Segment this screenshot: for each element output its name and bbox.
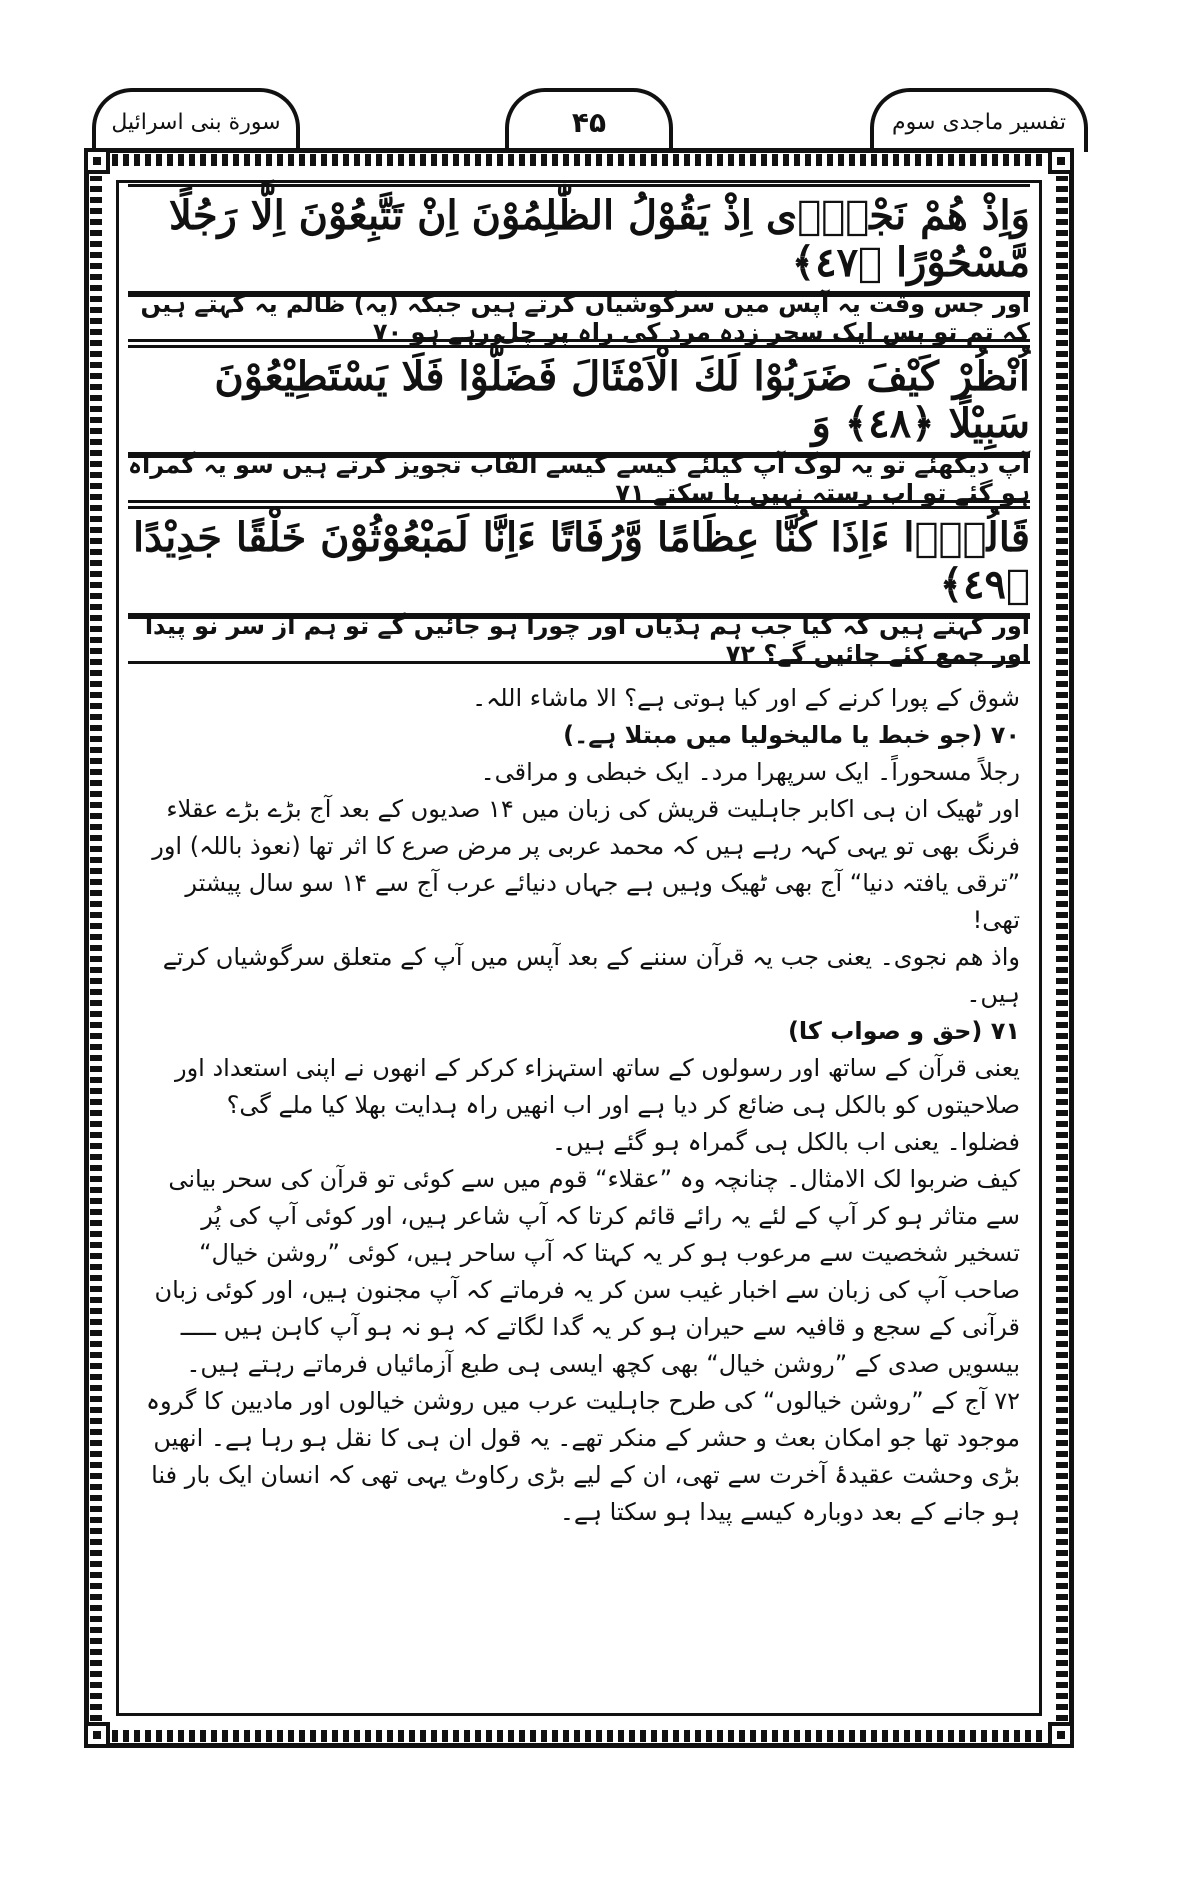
commentary-paragraph: واذ ھم نجوی۔ یعنی جب یہ قرآن سننے کے بعد آپس میں آپ کے متعلق سرگوشیاں کرتے ہیں۔	[162, 943, 1020, 1008]
commentary-paragraph: اور ٹھیک ان ہی اکابر جاہلیت قریش کی زبان میں ۱۴ صدیوں کے بعد آج بڑے بڑے عقلاء فرنگ بھی تو یہی کہہ رہے ہیں کہ محمد عربی پر مرض صرع کا اثر تھا (نعوذ باللہ) اور ”ترقی یافتہ دنیا“ آج بھی ٹھیک وہیں ہے جہاں دنیائے عرب آج سے ۱۴ سو سال پیشتر تھی!	[152, 795, 1020, 934]
corner-ornament-bottom-right	[1048, 1722, 1074, 1748]
verse-arabic: اُنْظُرْ كَيْفَ ضَرَبُوْا لَكَ الْاَمْثَالَ فَضَلُّوْا فَلَا يَسْتَطِيْعُوْنَ سَبِيْلًا ﴿٤٨﴾ وَ	[128, 345, 1030, 455]
corner-ornament-top-left	[84, 148, 110, 174]
verse-translation: آپ دیکھئے تو یہ لوگ آپ کیلئے کیسے کیسے القاب تجویز کرتے ہیں سو یہ گمراہ ہو گئے تو اب رستہ نہیں پا سکتے ۷۱	[127, 451, 1030, 507]
verse-arabic: قَالُوْۤا ءَاِذَا كُنَّا عِظَامًا وَّرُفَاتًا ءَاِنَّا لَمَبْعُوْثُوْنَ خَلْقًا جَدِيْدًا ﴿٤٩﴾	[128, 506, 1030, 616]
commentary-paragraph: ۷۲ آج کے ”روشن خیالوں“ کی طرح جاہلیت عرب میں روشن خیالوں اور مادیین کا گروہ موجود تھا جو امکان بعث و حشر کے منکر تھے۔ یہ قول ان ہی کا نقل ہو رہا ہے۔ انھیں بڑی وحشت عقیدۂ آخرت سے تھی، ان کے لیے بڑی رکاوٹ یہی تھی کہ انسان ایک بار فنا ہو جانے کے بعد دوبارہ کیسے پیدا ہو سکتا ہے۔	[145, 1387, 1020, 1526]
rope-border-bottom	[112, 1730, 1046, 1742]
verse-arabic: وَاِذْ هُمْ نَجْوٰۤى اِذْ يَقُوْلُ الظّٰلِمُوْنَ اِنْ تَتَّبِعُوْنَ اِلَّا رَجُلًا مَّسْحُوْرًا ﴿٤٧﴾	[128, 184, 1030, 294]
commentary-paragraph: فضلوا۔ یعنی اب بالکل ہی گمراہ ہو گئے ہیں۔	[551, 1128, 1020, 1156]
commentary-paragraph: کیف ضربوا لک الامثال۔ چنانچہ وہ ”عقلاء“ قوم میں سے کوئی تو قرآن کی سحر بیانی سے متاثر ہو کر آپ کے لئے یہ رائے قائم کرتا کہ آپ شاعر ہیں، اور کوئی آپ کی پُر تسخیر شخصیت سے مرعوب ہو کر یہ کہتا کہ آپ ساحر ہیں، کوئی ”روشن خیال“ صاحب آپ کی زبان سے اخبار غیب سن کر یہ فرماتے کہ آپ مجنون ہیں، اور کوئی زبان قرآنی کے سجع و قافیہ سے حیران ہو کر یہ گدا لگاتے کہ ہو نہ ہو آپ کاہن ہیں ـــــ بیسویں صدی کے ”روشن خیال“ بھی کچھ ایسی ہی طبع آزمائیاں فرماتے رہتے ہیں۔	[154, 1165, 1020, 1378]
commentary-body	[140, 680, 1020, 1531]
verse-translation: اور جس وقت یہ آپس میں سرگوشیاں کرتے ہیں جبکہ (یہ) ظالم یہ کہتے ہیں کہ تم تو بس ایک سحر زدہ مرد کی راہ پر چل رہے ہو ۷۰	[128, 294, 1030, 342]
corner-ornament-bottom-left	[84, 1722, 110, 1748]
commentary-paragraph: یعنی قرآن کے ساتھ اور رسولوں کے ساتھ استہزاء کرکر کے انھوں نے اپنی استعداد اور صلاحیتوں کو بالکل ہی ضائع کر دیا ہے اور اب انھیں راہ ہدایت بھلا کیا ملے گی؟	[174, 1054, 1020, 1119]
rope-border-top	[112, 154, 1046, 166]
rope-border-right	[1056, 176, 1068, 1721]
footnote-heading: ۷۰ (جو خبط یا مالیخولیا میں مبتلا ہے۔)	[563, 721, 1020, 749]
header-page-number: ۴۵	[505, 88, 673, 152]
commentary-paragraph: شوق کے پورا کرنے کے اور کیا ہوتی ہے؟ الا ماشاء اللہ۔	[472, 684, 1020, 712]
header-surah-label: سورة بنی اسرائیل	[92, 88, 300, 152]
corner-ornament-top-right	[1048, 148, 1074, 174]
footnote-heading: ۷۱ (حق و صواب کا)	[787, 1017, 1020, 1045]
verse-translation: اور کہتے ہیں کہ کیا جب ہم ہڈیاں اور چورا ہو جائیں گے تو ہم از سر نو پیدا اور جمع کئے جائیں گے؟ ۷۲	[128, 616, 1030, 664]
commentary-paragraph: رجلاً مسحوراً۔ ایک سرپھرا مرد۔ ایک خبطی و مراقی۔	[480, 758, 1020, 786]
header-tafsir-label: تفسیر ماجدی سوم	[870, 88, 1088, 152]
rope-border-left	[90, 176, 102, 1721]
